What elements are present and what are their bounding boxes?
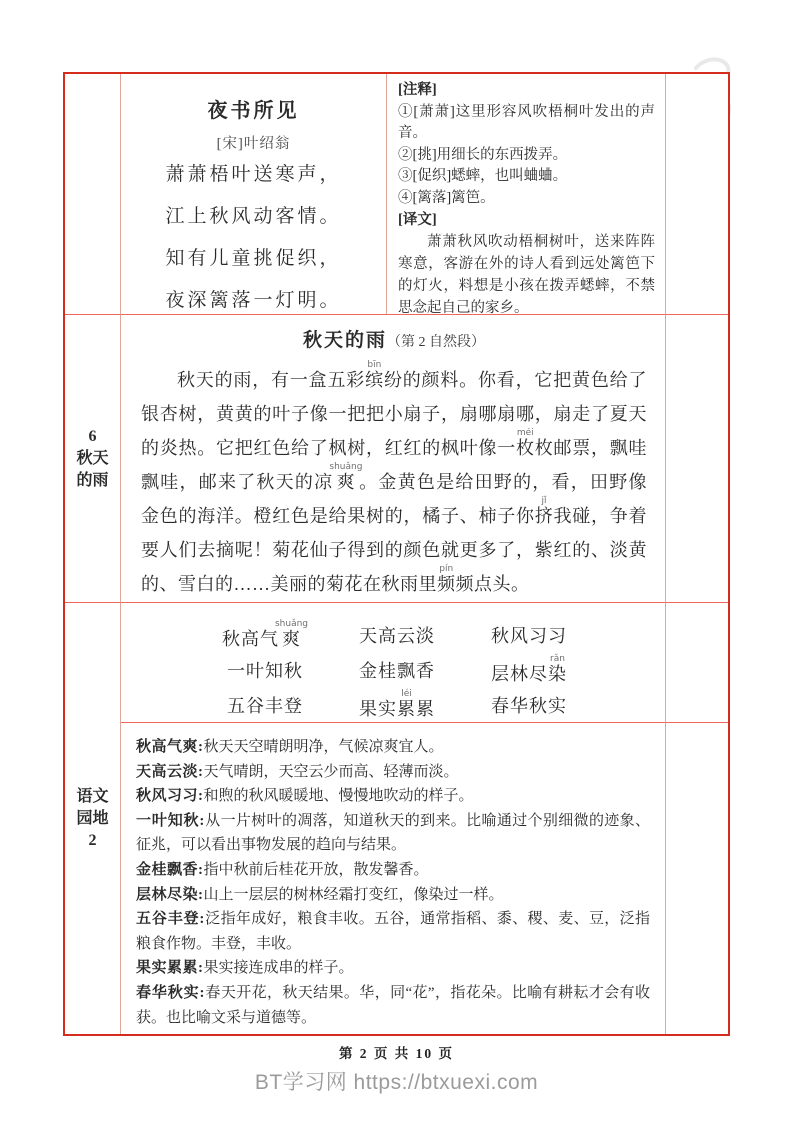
idiom-definition: 果实接连成串的样子。 xyxy=(203,960,354,977)
poem-line: 江上秋风动客情。 xyxy=(165,206,342,227)
idiom: 五谷丰登 xyxy=(227,695,303,716)
site-watermark: BT学习网 https://btxuexi.com xyxy=(254,1071,539,1094)
idiom-term: 春华秋实: xyxy=(136,984,206,1001)
idiom: 秋风习习 xyxy=(491,625,567,646)
poem-author: [宋]叶绍翁 xyxy=(216,136,291,152)
note-item: ②[挑]用细长的东西拨弄。 xyxy=(398,146,568,163)
idiom-term: 秋风习习: xyxy=(136,788,204,805)
idiom-term: 金桂飘香: xyxy=(136,861,204,878)
idiom-explanation xyxy=(136,956,650,981)
idiom: 果实累léi累 xyxy=(359,688,435,719)
lesson-paragraph: 秋天的雨，有一盒五彩缤bīn纷的颜料。你看，它把黄色给了银杏树，黄黄的叶子像一把把小扇子，扇哪扇哪，扇走了夏天的炎热。它把红色给了枫树，红红的枫叶像一枚méi枚邮票，飘哇飘哇，邮来了秋天的凉爽shuǎng。金黄色是给田野的，看，田野像金色的海洋。橙红色是给果树的，橘子、柿子你挤jǐ我碰，争着要人们去摘呢！菊花仙子得到的颜色就更多了，紫红的、淡黄的、雪白的……美丽的菊花在秋雨里频pín频点头。 xyxy=(141,360,648,594)
lesson-number: 6 xyxy=(88,427,97,445)
idiom-explanation xyxy=(136,883,650,908)
idiom-explanation xyxy=(136,784,650,809)
idiom-explanation xyxy=(136,760,650,785)
row4-right-cell xyxy=(666,723,728,1034)
row2-right-cell xyxy=(666,315,728,603)
idiom-definition: 从一片树叶的凋落，知道秋天的到来。比喻通过个别细微的迹象、征兆，可以看出事物发展的趋向与结果。 xyxy=(136,812,650,854)
idiom-term: 五谷丰登: xyxy=(136,911,205,928)
idiom: 春华秋实 xyxy=(491,695,567,716)
idiom-explanation xyxy=(136,809,650,858)
poem-column xyxy=(121,74,387,314)
row1-label-cell xyxy=(65,74,121,315)
idiom-definition: 秋天天空晴朗明净，气候凉爽宜人。 xyxy=(203,739,444,755)
lesson-title-label-line: 的雨 xyxy=(76,471,109,489)
notes-column xyxy=(387,74,665,317)
poem-line: 夜深篱落一灯明。 xyxy=(165,290,342,311)
idiom-explanation xyxy=(136,907,650,956)
translation-header: [译文] xyxy=(398,211,437,228)
note-item: ③[促织]蟋蟀，也叫蛐蛐。 xyxy=(398,168,568,185)
idiom-explanation xyxy=(136,858,650,883)
idiom: 天高云淡 xyxy=(359,625,435,646)
idiom-explanations-cell xyxy=(121,723,666,1034)
study-notes-table xyxy=(63,72,730,1036)
notes-header: [注释] xyxy=(398,82,437,98)
idiom: 金桂飘香 xyxy=(359,660,435,681)
idiom-definition: 天气晴朗，天空云少而高、轻薄而淡。 xyxy=(203,763,459,780)
idiom-explanation xyxy=(136,735,650,760)
idiom: 秋高气爽shuǎng xyxy=(221,618,309,649)
lesson6-row-label xyxy=(65,315,121,603)
idiom-definition: 泛指年成好，粮食丰收。五谷，通常指稻、黍、稷、麦、豆，泛指粮食作物。丰登，丰收。 xyxy=(136,911,650,952)
idiom-term: 层林尽染: xyxy=(136,886,204,903)
lesson-title-label-line: 秋天 xyxy=(76,449,109,467)
garden-label-line: 语文 xyxy=(76,787,109,805)
note-item: ①[萧萧]这里形容风吹梧桐叶发出的声音。 xyxy=(398,103,655,142)
lesson-text-heading xyxy=(141,325,647,352)
idiom-definition: 春天开花，秋天结果。华，同“花”，指花朵。比喻有耕耘才会有收获。也比喻文采与道德等。 xyxy=(136,984,650,1026)
idiom-term: 秋高气爽: xyxy=(136,739,204,755)
garden-row-label xyxy=(65,603,121,1034)
garden-label-line: 园地 xyxy=(76,809,109,827)
idiom-term: 果实累累: xyxy=(136,960,204,977)
idioms-grid-cell xyxy=(121,603,666,723)
idiom-definition: 和煦的秋风暖暖地、慢慢地吹动的样子。 xyxy=(203,788,474,805)
row1-right-cell xyxy=(666,74,728,315)
poem-line: 知有儿童挑促织， xyxy=(165,248,342,269)
poem-and-notes-cell xyxy=(121,74,666,315)
idiom-definition: 指中秋前后桂花开放，散发馨香。 xyxy=(203,861,429,878)
lesson-text-title-note: （第 2 自然段） xyxy=(387,335,485,350)
idiom: 一叶知秋 xyxy=(227,660,303,681)
poem-title: 夜书所见 xyxy=(207,100,300,122)
translation-text: 萧萧秋风吹动梧桐树叶，送来阵阵寒意，客游在外的诗人看到远处篱笆下的灯火，料想是小孩在拨弄蟋蟀，不禁思念起自己的家乡。 xyxy=(398,234,655,317)
page-number: 第 2 页 共 10 页 xyxy=(338,1046,455,1061)
idiom-definition: 山上一层层的树林经霜打变红，像染过一样。 xyxy=(203,886,504,903)
lesson-text-title: 秋天的雨 xyxy=(302,330,387,351)
idiom-term: 天高云淡: xyxy=(136,763,204,780)
row3-right-cell xyxy=(666,603,728,723)
garden-label-line: 2 xyxy=(88,831,97,849)
poem-line: 萧萧梧叶送寒声， xyxy=(165,164,342,185)
note-item: ④[篱落]篱笆。 xyxy=(398,189,495,206)
idiom-explanation xyxy=(136,981,650,1030)
idiom: 层林尽染rǎn xyxy=(491,653,567,684)
lesson-text-cell xyxy=(121,315,666,603)
idiom-term: 一叶知秋: xyxy=(136,812,205,829)
